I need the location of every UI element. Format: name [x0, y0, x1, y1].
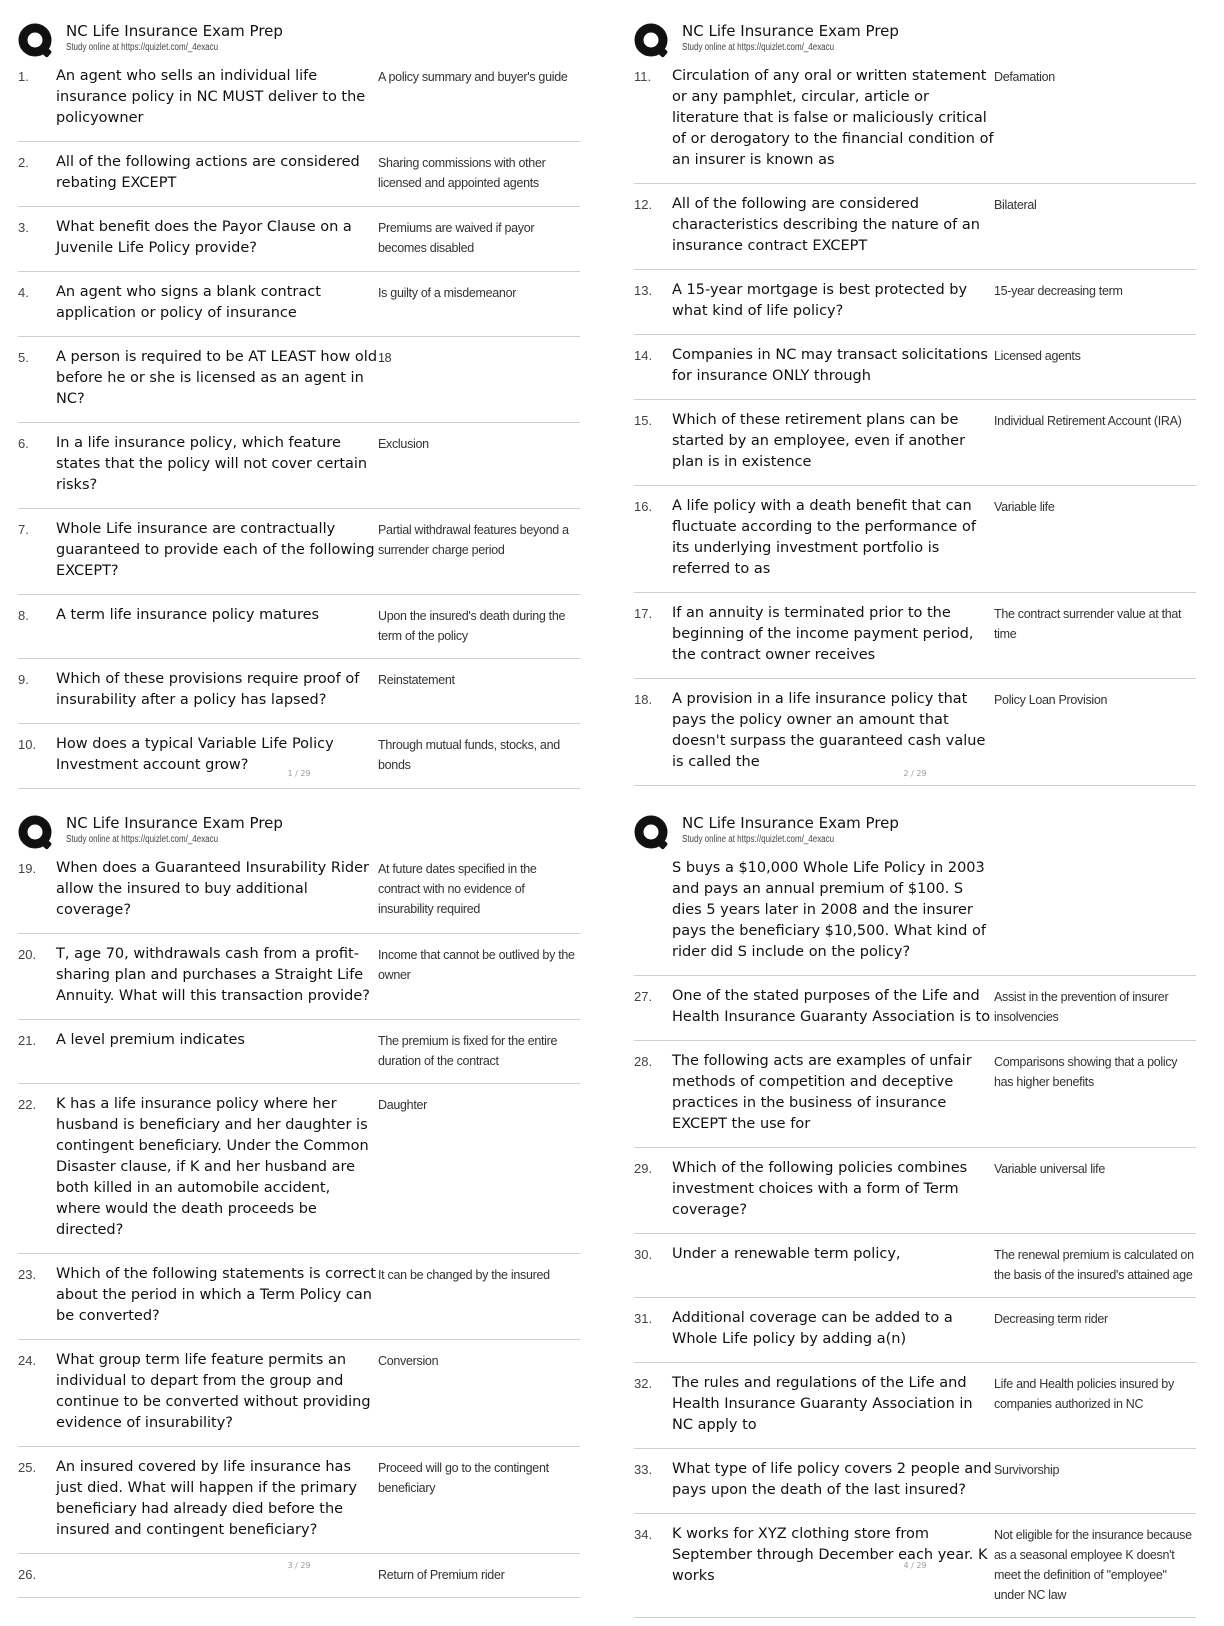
- flashcard-row: [634, 64, 1196, 184]
- card-number: 30.: [634, 1247, 653, 1262]
- flashcard-row: [18, 345, 580, 423]
- card-term: If an annuity is terminated prior to the beginning of the income payment period, the contract owner receives: [672, 605, 974, 663]
- card-term: A provision in a life insurance policy that pays the policy owner an amount that doesn't surpass the guaranteed cash value is called the: [672, 691, 986, 770]
- flashcard-row: [634, 408, 1196, 486]
- flashcard-row: [634, 1371, 1196, 1449]
- card-term: An agent who signs a blank contract application or policy of insurance: [56, 284, 321, 321]
- card-term: What benefit does the Payor Clause on a Juvenile Life Policy provide?: [56, 219, 352, 256]
- flashcard-row: [634, 278, 1196, 335]
- card-term: What group term life feature permits an individual to depart from the group and continue to be converted without providing evidence of insurability?: [56, 1352, 371, 1431]
- card-definition: Premiums are waived if payor becomes disabled: [378, 221, 535, 255]
- card-term: Which of the following statements is correct about the period in which a Term Policy can be converted?: [56, 1266, 376, 1324]
- card-definition: Conversion: [378, 1354, 439, 1368]
- card-term: A term life insurance policy matures: [56, 607, 320, 623]
- card-definition: A policy summary and buyer's guide: [378, 70, 568, 84]
- card-definition: 15-year decreasing term: [994, 284, 1123, 298]
- card-list: [18, 64, 580, 797]
- card-term: S buys a $10,000 Whole Life Policy in 2003 and pays an annual premium of $100. S dies 5 years later in 2008 and the insurer pays the beneficiary $10,500. What kind of rider did S include on the policy?: [672, 860, 986, 960]
- card-definition: The contract surrender value at that time: [994, 607, 1182, 641]
- card-number: 12.: [634, 197, 653, 212]
- card-list: [634, 64, 1196, 794]
- card-term: K works for XYZ clothing store from September through December each year. K works: [672, 1526, 988, 1584]
- card-number: 18.: [634, 692, 653, 707]
- header-title: NC Life Insurance Exam Prep: [66, 22, 283, 40]
- card-number: 29.: [634, 1161, 653, 1176]
- card-number: [634, 858, 672, 963]
- card-definition: Variable universal life: [994, 1162, 1105, 1176]
- flashcard-row: [18, 64, 580, 142]
- card-number: 33.: [634, 1462, 653, 1477]
- card-term: The rules and regulations of the Life and Health Insurance Guaranty Association in NC apply to: [672, 1375, 973, 1433]
- card-number: 28.: [634, 1054, 653, 1069]
- card-number: 6.: [18, 436, 29, 451]
- card-definition: Bilateral: [994, 198, 1037, 212]
- card-term: A person is required to be AT LEAST how old before he or she is licensed as an agent in NC?: [56, 349, 378, 407]
- flashcard-row: [634, 984, 1196, 1041]
- flashcard-row: [18, 856, 580, 934]
- page-3: [18, 812, 588, 1582]
- card-definition: Individual Retirement Account (IRA): [994, 414, 1182, 428]
- card-term: How does a typical Variable Life Policy Investment account grow?: [56, 736, 334, 773]
- card-definition: It can be changed by the insured: [378, 1268, 550, 1282]
- flashcard-row: [634, 192, 1196, 270]
- card-definition: Reinstatement: [378, 673, 455, 687]
- card-definition: Daughter: [378, 1098, 428, 1112]
- card-definition: Return of Premium rider: [378, 1568, 505, 1582]
- page-1: [18, 20, 588, 780]
- flashcard-row: [18, 942, 580, 1020]
- card-number: 32.: [634, 1376, 653, 1391]
- card-number: 34.: [634, 1527, 653, 1542]
- card-definition: Is guilty of a misdemeanor: [378, 286, 517, 300]
- flashcard-row: [18, 1092, 580, 1254]
- card-number: 14.: [634, 348, 653, 363]
- header-title: NC Life Insurance Exam Prep: [682, 814, 899, 832]
- card-number: 25.: [18, 1460, 37, 1475]
- flashcard-row: [18, 1348, 580, 1447]
- flashcard-row: [634, 343, 1196, 400]
- flashcard-row: [18, 667, 580, 724]
- card-term: A 15-year mortgage is best protected by what kind of life policy?: [672, 282, 968, 319]
- card-number: 11.: [634, 69, 652, 84]
- card-term: A level premium indicates: [56, 1032, 245, 1048]
- card-term: T, age 70, withdrawals cash from a profit-sharing plan and purchases a Straight Life Annuity. What will this transaction provide?: [56, 946, 370, 1004]
- card-term: One of the stated purposes of the Life and Health Insurance Guaranty Association is to: [672, 988, 991, 1025]
- flashcard-row: [18, 603, 580, 659]
- card-number: 19.: [18, 861, 37, 876]
- card-definition: Income that cannot be outlived by the owner: [378, 948, 575, 982]
- flashcard-row: [634, 1049, 1196, 1148]
- flashcard-row: [18, 732, 580, 789]
- page-header: [634, 20, 1204, 60]
- card-term: An insured covered by life insurance has just died. What will happen if the primary beneficiary had already died before the insured and contingent beneficiary?: [56, 1459, 358, 1538]
- card-term: Which of the following policies combines investment choices with a form of Term coverage?: [672, 1160, 968, 1218]
- card-number: 17.: [634, 606, 653, 621]
- card-number: 5.: [18, 350, 29, 365]
- page-header: [634, 812, 1204, 852]
- card-definition: The renewal premium is calculated on the basis of the insured's attained age: [994, 1248, 1194, 1282]
- header-title: NC Life Insurance Exam Prep: [66, 814, 283, 832]
- flashcard-row: [18, 1028, 580, 1084]
- card-term: All of the following actions are considered rebating EXCEPT: [56, 154, 360, 191]
- header-title: NC Life Insurance Exam Prep: [682, 22, 899, 40]
- card-term: All of the following are considered characteristics describing the nature of an insurance contract EXCEPT: [672, 196, 980, 254]
- card-number: 8.: [18, 608, 29, 623]
- card-definition: The premium is fixed for the entire duration of the contract: [378, 1034, 558, 1068]
- card-definition: Through mutual funds, stocks, and bonds: [378, 738, 560, 772]
- card-number: 16.: [634, 499, 653, 514]
- quizlet-logo-icon: [634, 815, 670, 851]
- card-list: [18, 856, 580, 1606]
- card-list: [634, 856, 1196, 1626]
- flashcard-row: [634, 1522, 1196, 1618]
- card-definition: Variable life: [994, 500, 1055, 514]
- card-number: 22.: [18, 1097, 37, 1112]
- card-number: 23.: [18, 1267, 37, 1282]
- page-header: [18, 812, 588, 852]
- flashcard-row: [18, 1262, 580, 1340]
- card-number: 2.: [18, 155, 29, 170]
- page-header: [18, 20, 588, 60]
- page-4: [634, 812, 1204, 1602]
- card-definition: [994, 858, 1196, 963]
- card-definition: Upon the insured's death during the term of the policy: [378, 609, 566, 643]
- card-definition: Proceed will go to the contingent beneficiary: [378, 1461, 549, 1495]
- card-number: 26.: [18, 1567, 37, 1582]
- page-2: [634, 20, 1204, 780]
- quizlet-logo-icon: [634, 23, 670, 59]
- card-definition: Life and Health policies insured by companies authorized in NC: [994, 1377, 1174, 1411]
- card-term: Companies in NC may transact solicitations for insurance ONLY through: [672, 347, 988, 384]
- flashcard-row: [634, 601, 1196, 679]
- quizlet-logo-icon: [18, 815, 54, 851]
- card-number: 31.: [634, 1311, 653, 1326]
- card-number: 13.: [634, 283, 653, 298]
- card-definition: Survivorship: [994, 1463, 1060, 1477]
- card-term: Which of these provisions require proof of insurability after a policy has lapsed?: [56, 671, 360, 708]
- flashcard-row: [18, 150, 580, 207]
- card-term: A life policy with a death benefit that can fluctuate according to the performance of its underlying investment portfolio is referred to as: [672, 498, 976, 577]
- header-subtitle[interactable]: Study online at https://quizlet.com/_4exacu: [66, 834, 219, 845]
- card-number: 10.: [18, 737, 37, 752]
- flashcard-row: [18, 215, 580, 272]
- flashcard-row: [634, 1156, 1196, 1234]
- card-term: The following acts are examples of unfair methods of competition and deceptive practices in the business of insurance EXCEPT the use for: [672, 1053, 972, 1132]
- flashcard-row: [634, 1457, 1196, 1514]
- card-definition: Assist in the prevention of insurer insolvencies: [994, 990, 1169, 1024]
- card-term: K has a life insurance policy where her husband is beneficiary and her daughter is contingent beneficiary. Under the Common Disaster clause, if K and her husband are both killed in an automobile accident, where would the death proceeds be directed?: [56, 1096, 369, 1238]
- card-number: 15.: [634, 413, 653, 428]
- card-definition: Decreasing term rider: [994, 1312, 1108, 1326]
- card-number: 3.: [18, 220, 29, 235]
- header-subtitle[interactable]: Study online at https://quizlet.com/_4exacu: [682, 834, 835, 845]
- card-number: 9.: [18, 672, 29, 687]
- card-definition: Licensed agents: [994, 349, 1081, 363]
- card-definition: 18: [378, 351, 392, 365]
- card-definition: Policy Loan Provision: [994, 693, 1108, 707]
- flashcard-row: [18, 431, 580, 509]
- page-number: 4 / 29: [903, 1561, 927, 1570]
- card-number: 1.: [18, 69, 29, 84]
- page-number: 2 / 29: [903, 769, 927, 778]
- card-term: In a life insurance policy, which feature states that the policy will not cover certain risks?: [56, 435, 368, 493]
- header-subtitle[interactable]: Study online at https://quizlet.com/_4exacu: [66, 42, 219, 53]
- header-subtitle[interactable]: Study online at https://quizlet.com/_4exacu: [682, 42, 835, 53]
- card-term: Under a renewable term policy,: [672, 1246, 901, 1262]
- card-number: 24.: [18, 1353, 37, 1368]
- quizlet-logo-icon: [18, 23, 54, 59]
- card-number: 7.: [18, 522, 29, 537]
- flashcard-row: [634, 1306, 1196, 1363]
- card-definition: Sharing commissions with other licensed and appointed agents: [378, 156, 546, 190]
- card-number: 20.: [18, 947, 37, 962]
- card-definition: Comparisons showing that a policy has higher benefits: [994, 1055, 1178, 1089]
- card-term: When does a Guaranteed Insurability Rider allow the insured to buy additional coverage?: [56, 860, 370, 918]
- card-term: An agent who sells an individual life insurance policy in NC MUST deliver to the policyowner: [56, 68, 366, 126]
- card-definition: Partial withdrawal features beyond a surrender charge period: [378, 523, 569, 557]
- card-definition: At future dates specified in the contract with no evidence of insurability required: [378, 862, 537, 916]
- page-number: 1 / 29: [287, 769, 311, 778]
- card-term: Circulation of any oral or written statement or any pamphlet, circular, article or literature that is false or maliciously critical of or derogatory to the financial condition of an insurer is known as: [672, 68, 994, 168]
- flashcard-row: [634, 856, 1196, 976]
- card-number: 27.: [634, 989, 653, 1004]
- flashcard-row: [634, 494, 1196, 593]
- card-definition: Not eligible for the insurance because as a seasonal employee K doesn't meet the definition of "employee" under NC law: [994, 1528, 1192, 1602]
- card-definition: Defamation: [994, 70, 1055, 84]
- card-term: Whole Life insurance are contractually guaranteed to provide each of the following EXCEPT?: [56, 521, 375, 579]
- card-term: Which of these retirement plans can be started by an employee, even if another plan is in existence: [672, 412, 966, 470]
- flashcard-row: [18, 1455, 580, 1554]
- card-number: 4.: [18, 285, 29, 300]
- flashcard-row: [18, 517, 580, 595]
- flashcard-row: [18, 280, 580, 337]
- card-definition: Exclusion: [378, 437, 429, 451]
- page-number: 3 / 29: [287, 1561, 311, 1570]
- flashcard-row: [634, 1242, 1196, 1298]
- card-term: Additional coverage can be added to a Whole Life policy by adding a(n): [672, 1310, 953, 1347]
- card-term: What type of life policy covers 2 people and pays upon the death of the last insured?: [672, 1461, 992, 1498]
- card-number: 21.: [18, 1033, 37, 1048]
